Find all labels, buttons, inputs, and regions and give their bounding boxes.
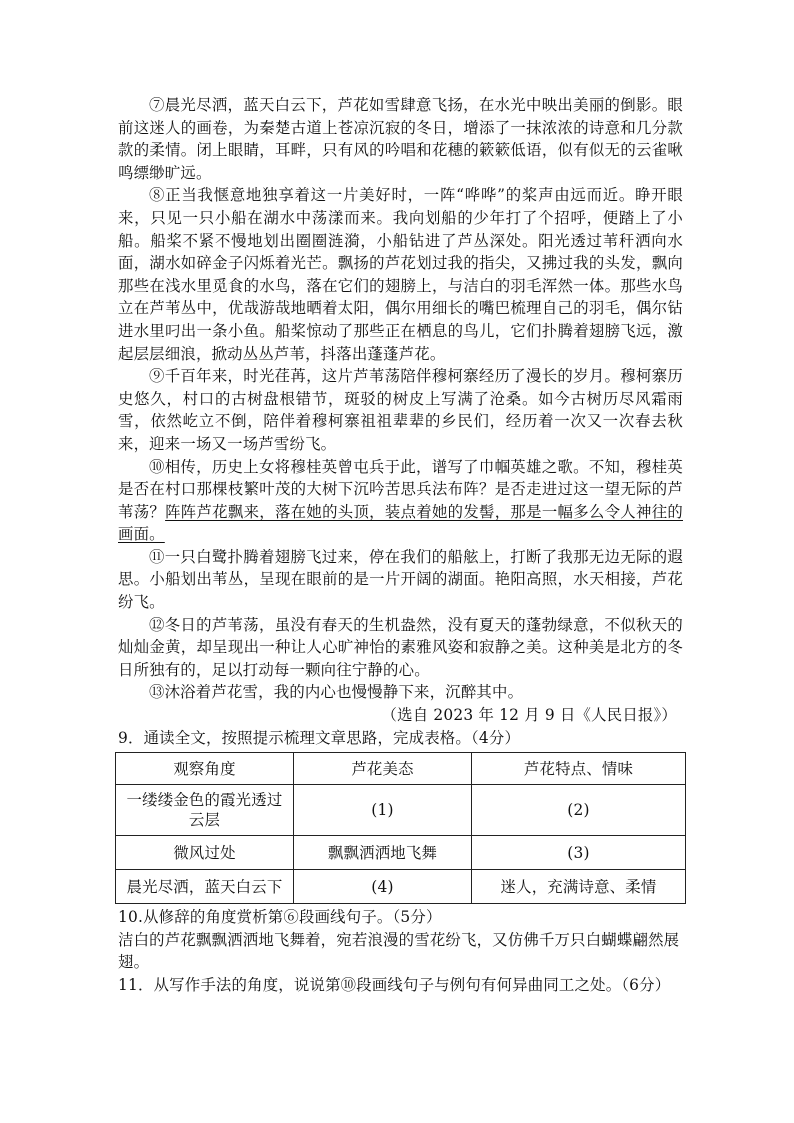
table-cell: 微风过处 xyxy=(116,836,294,870)
table-cell: 晨光尽洒，蓝天白云下 xyxy=(116,870,294,904)
question-11: 11．从写作手法的角度，说说第⑩段画线句子与例句有何异曲同工之处。（6分） xyxy=(118,976,671,994)
table-header: 芦花特点、情味 xyxy=(472,753,686,785)
table-cell-blank-3[interactable]: (3) xyxy=(472,836,686,870)
table-header: 观察角度 xyxy=(116,753,294,785)
table-row xyxy=(116,785,686,836)
table-row xyxy=(116,870,686,904)
paragraph-10-underlined-sentence: 阵阵芦花飘来，落在她的头顶，装点着她的发髻，那是一幅多么令人神往的画面。 xyxy=(118,502,683,544)
table-cell-blank-4[interactable]: (4) xyxy=(294,870,472,904)
question-10-sentence: 洁白的芦花飘飘洒洒地飞舞着，宛若浪漫的雪花纷飞，又仿佛千万只白蝴蝶翩然展翅。 xyxy=(118,930,680,972)
paragraph-10-text: ⑩相传，历史上女将穆桂英曾屯兵于此，谱写了巾帼英雄之歌。不知，穆桂英是否在村口那棵枝繁叶茂的大树下沉吟苦思兵法布阵？是否走进过这一望无际的芦苇荡？ xyxy=(118,457,683,521)
table-cell: 飘飘洒洒地飞舞 xyxy=(294,836,472,870)
paragraph-8: ⑧正当我惬意地独享着这一片美好时，一阵“哗哗”的桨声由远而近。睁开眼来，只见一只小船在湖水中荡漾而来。我向划船的少年打了个招呼，便踏上了小船。船桨不紧不慢地划出圈圈涟漪，小船钻进了芦丛深处。阳光透过苇秆洒向水面，湖水如碎金子闪烁着光芒。飘扬的芦花划过我的指尖，又拂过我的头发，飘向那些在浅水里觅食的水鸟，落在它们的翅膀上，与洁白的羽毛浑然一体。那些水鸟立在芦苇丛中，优哉游哉地晒着太阳，偶尔用细长的嘴巴梳理自己的羽毛，偶尔钻进水里叼出一条小鱼。船桨惊动了那些正在栖息的鸟儿，它们扑腾着翅膀飞远，激起层层细浪，掀动丛丛芦苇，抖落出蓬蓬芦花。 xyxy=(118,186,683,363)
table-cell: 迷人，充满诗意、柔情 xyxy=(472,870,686,904)
paragraph-7: ⑦晨光尽洒，蓝天白云下，芦花如雪肆意飞扬，在水光中映出美丽的倒影。眼前这迷人的画卷，为秦楚古道上苍凉沉寂的冬日，增添了一抹浓浓的诗意和几分款款的柔情。闭上眼睛，耳畔，只有风的吟唱和花穗的簌簌低语，似有似无的云雀啾鸣缥缈旷远。 xyxy=(118,96,683,182)
source-citation: （选自 2023 年 12 月 9 日《人民日报》） xyxy=(381,706,677,725)
table-header-row xyxy=(116,753,686,785)
paragraph-9: ⑨千百年来，时光荏苒，这片芦苇荡陪伴穆柯寨经历了漫长的岁月。穆柯寨历史悠久，村口的古树盘根错节，斑驳的树皮上写满了沧桑。如今古树历尽风霜雨雪，依然屹立不倒，陪伴着穆柯寨祖祖辈辈的乡民们，经历着一次又一次春去秋来，迎来一场又一场芦雪纷飞。 xyxy=(118,367,683,453)
table-row xyxy=(116,836,686,870)
table-header: 芦花美态 xyxy=(294,753,472,785)
question-10: 10.从修辞的角度赏析第⑥段画线句子。（5分） xyxy=(118,908,442,927)
table-cell-blank-1[interactable]: (1) xyxy=(294,785,472,836)
paragraph-11: ⑪一只白鹭扑腾着翅膀飞过来，停在我们的船舷上，打断了我那无边无际的遐思。小船划出苇丛，呈现在眼前的是一片开阔的湖面。艳阳高照，水天相接，芦花纷飞。 xyxy=(118,547,683,612)
answer-table xyxy=(115,752,686,904)
paragraph-13: ⑬沐浴着芦花雪，我的内心也慢慢静下来，沉醉其中。 xyxy=(149,683,524,702)
table-cell: 一缕缕金色的霞光透过云层 xyxy=(116,785,294,836)
document-page xyxy=(118,94,683,997)
paragraph-12: ⑫冬日的芦苇荡，虽没有春天的生机盎然，没有夏天的蓬勃绿意，不似秋天的灿灿金黄，却呈现出一种让人心旷神怡的素雅风姿和寂静之美。这种美是北方的冬日所独有的，足以打动每一颗向往宁静的心。 xyxy=(118,615,683,679)
table-cell-blank-2[interactable]: (2) xyxy=(472,785,686,836)
paragraph-10 xyxy=(118,456,683,546)
question-9: 9．通读全文，按照提示梳理文章思路，完成表格。（4分） xyxy=(118,728,521,747)
